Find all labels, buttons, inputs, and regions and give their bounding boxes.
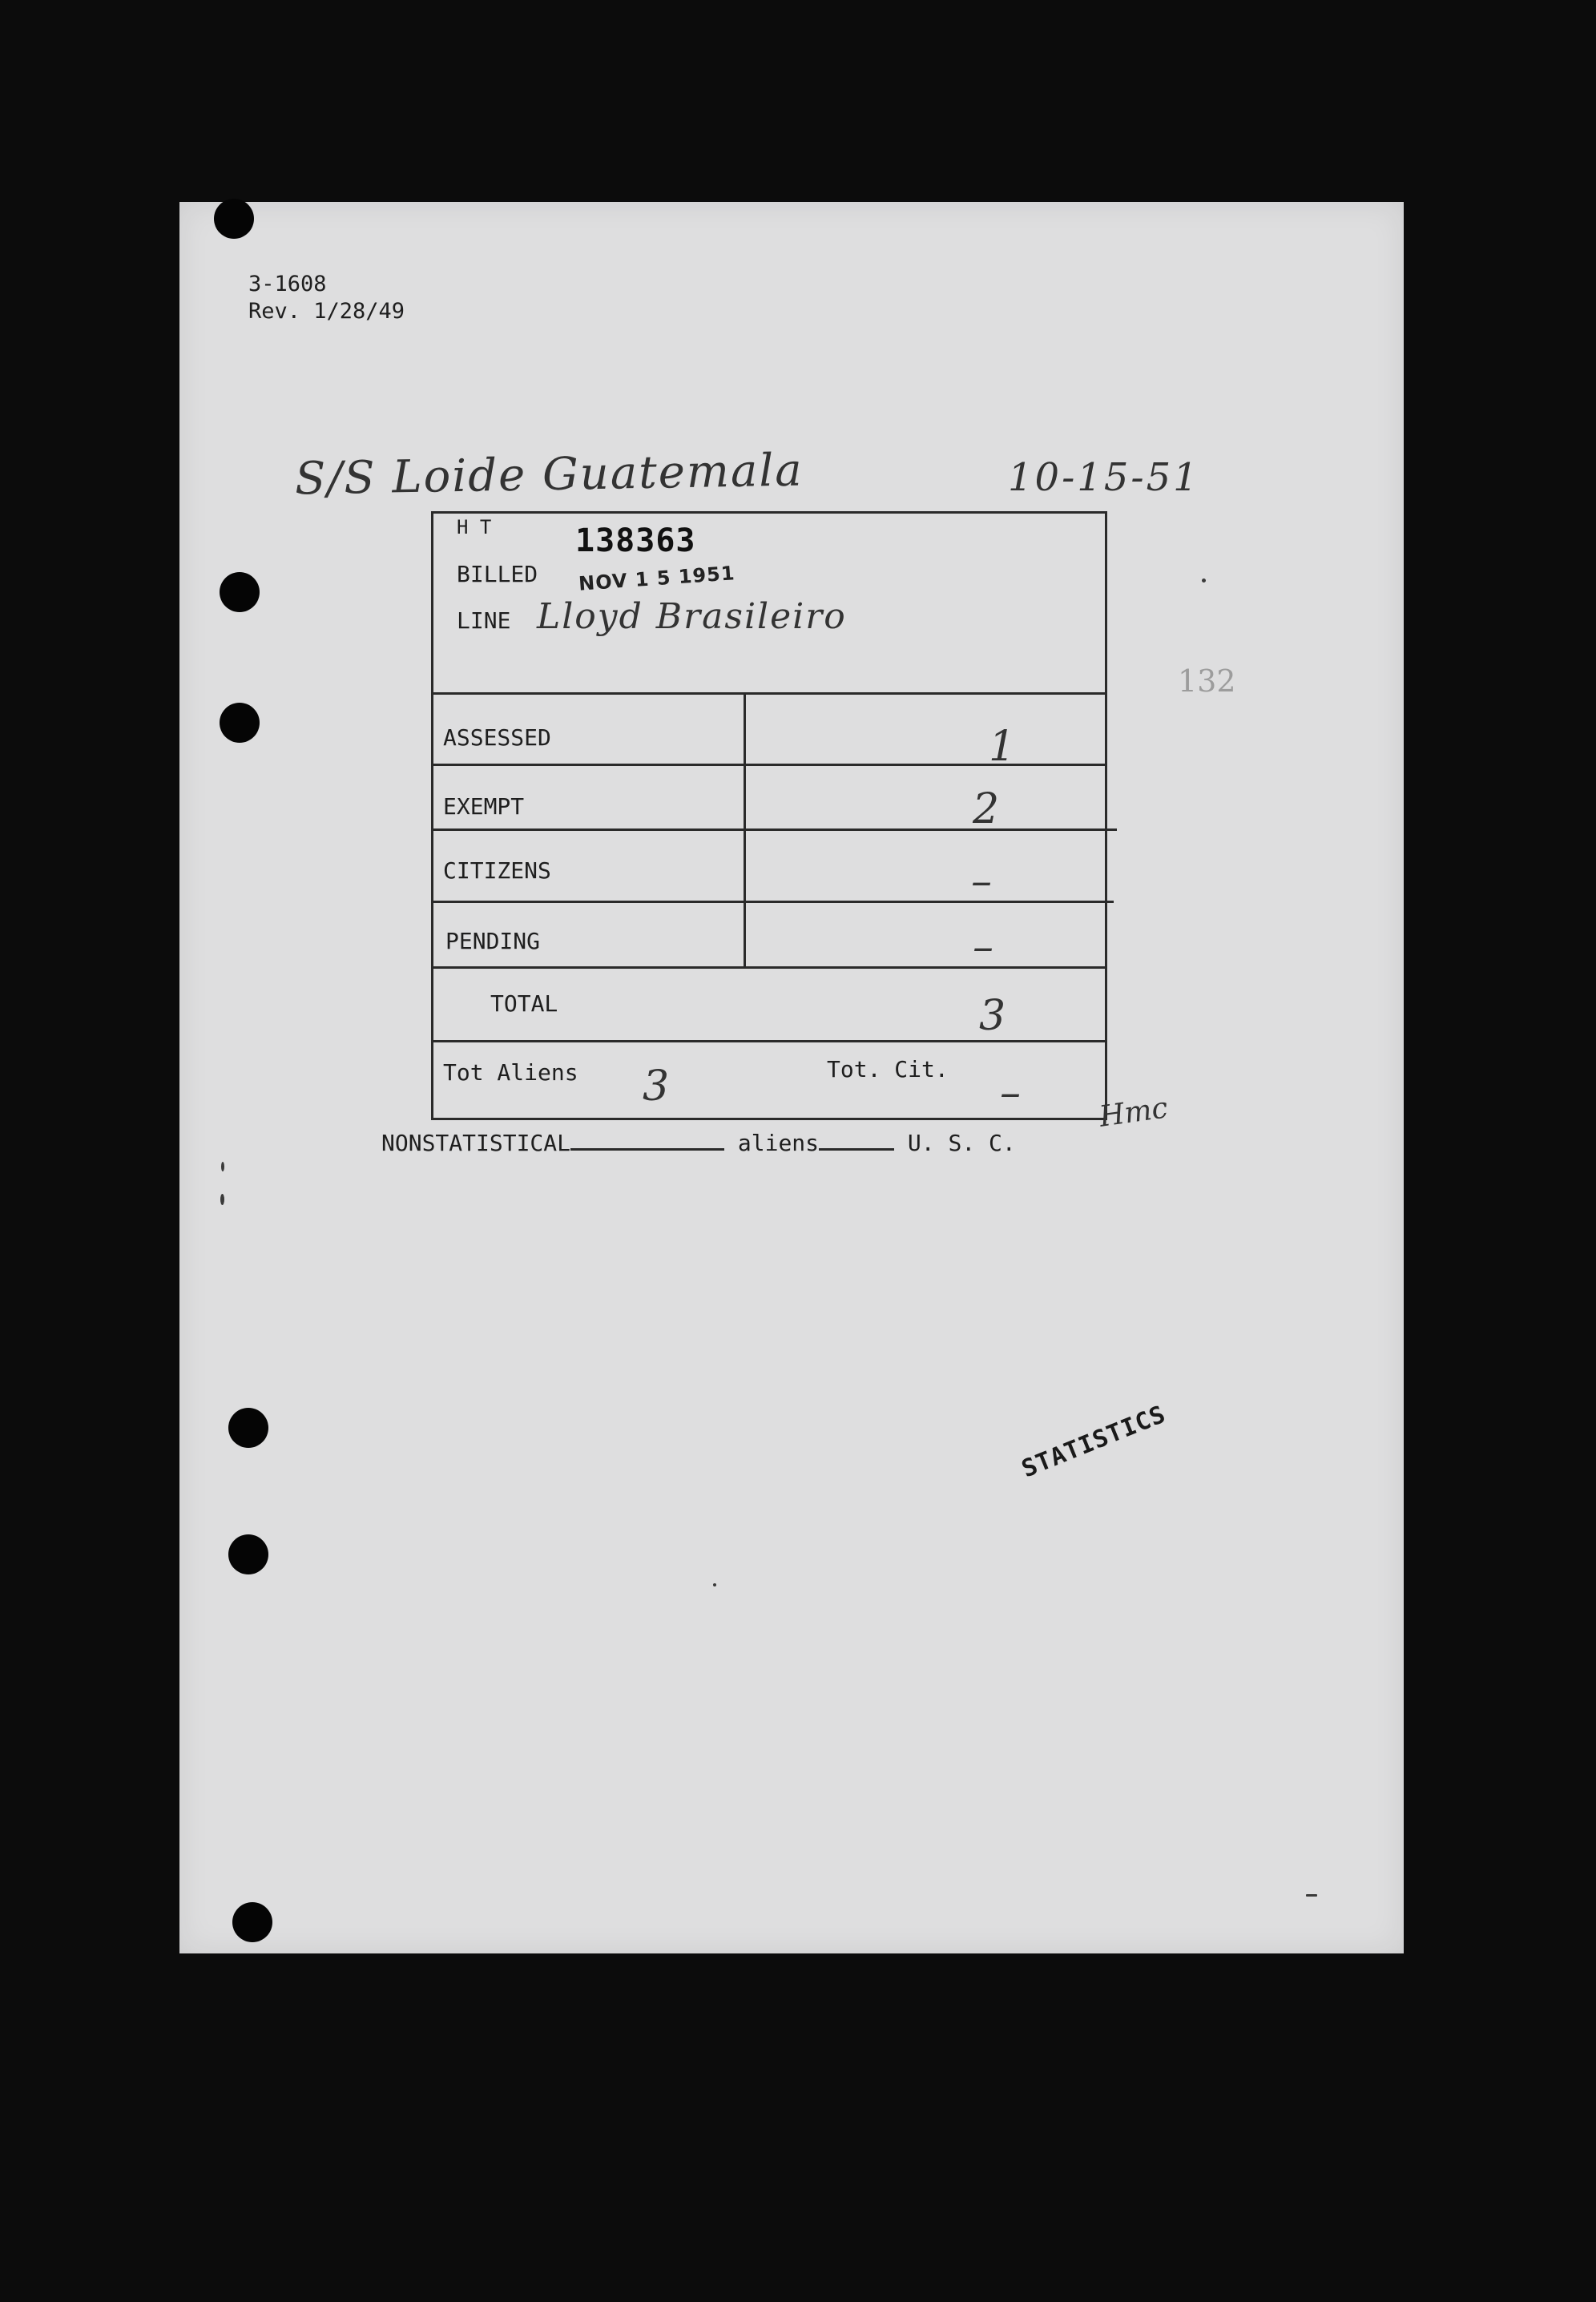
rule (431, 692, 1107, 695)
speck (1202, 579, 1206, 583)
nonstatistical-blank (570, 1131, 724, 1151)
rule (431, 828, 1117, 831)
nonstatistical-usc-label: U. S. C. (907, 1130, 1016, 1156)
speck (221, 1162, 224, 1171)
rule (431, 901, 1114, 903)
billed-date-stamp: NOV 1 5 1951 (578, 562, 736, 595)
form-revision: Rev. 1/28/49 (248, 299, 405, 324)
ship-date: 10-15-51 (1008, 455, 1200, 500)
row-label-pending: PENDING (445, 928, 541, 954)
punch-hole (228, 1534, 268, 1574)
rule (431, 1040, 1107, 1042)
tot-aliens-value: 3 (643, 1062, 670, 1111)
form-number: 3-1608 (248, 272, 327, 296)
tot-aliens-label: Tot Aliens (443, 1059, 578, 1086)
row-value-assessed: 1 (989, 723, 1016, 771)
total-value: 3 (979, 992, 1006, 1040)
punch-hole (220, 572, 260, 612)
line-label: LINE (457, 607, 511, 634)
statistics-stamp: STATISTICS (1018, 1400, 1171, 1484)
row-value-exempt: 2 (973, 785, 1000, 833)
row-label-exempt: EXEMPT (443, 793, 525, 820)
column-divider (744, 694, 746, 968)
rule (431, 966, 1107, 969)
ht-label: H T (457, 516, 492, 538)
speck (220, 1194, 224, 1205)
row-label-citizens: CITIZENS (443, 857, 551, 884)
punch-hole (214, 199, 254, 239)
nonstatistical-label: NONSTATISTICAL (381, 1130, 571, 1156)
clerk-initials: Hmc (1097, 1091, 1171, 1134)
speck (713, 1583, 716, 1586)
total-label: TOTAL (490, 990, 558, 1017)
row-label-assessed: ASSESSED (443, 724, 551, 751)
ht-stamp-number: 138363 (575, 522, 696, 559)
aliens-blank (819, 1131, 894, 1151)
form-number-block (248, 271, 405, 325)
billed-label: BILLED (457, 561, 538, 587)
page-number: 132 (1178, 663, 1236, 699)
punch-hole (220, 703, 260, 743)
tot-cit-label: Tot. Cit. (827, 1056, 949, 1082)
nonstatistical-line (381, 1130, 1016, 1156)
punch-hole (228, 1408, 268, 1448)
row-value-citizens: – (971, 857, 992, 905)
tot-cit-value: – (1000, 1069, 1021, 1117)
nonstatistical-aliens-label: aliens (737, 1130, 820, 1156)
row-value-pending: – (973, 923, 993, 971)
punch-hole (232, 1902, 272, 1942)
ship-name: S/S Loide Guatemala (294, 444, 804, 506)
speck (1306, 1894, 1317, 1897)
line-value: Lloyd Brasileiro (537, 596, 847, 637)
